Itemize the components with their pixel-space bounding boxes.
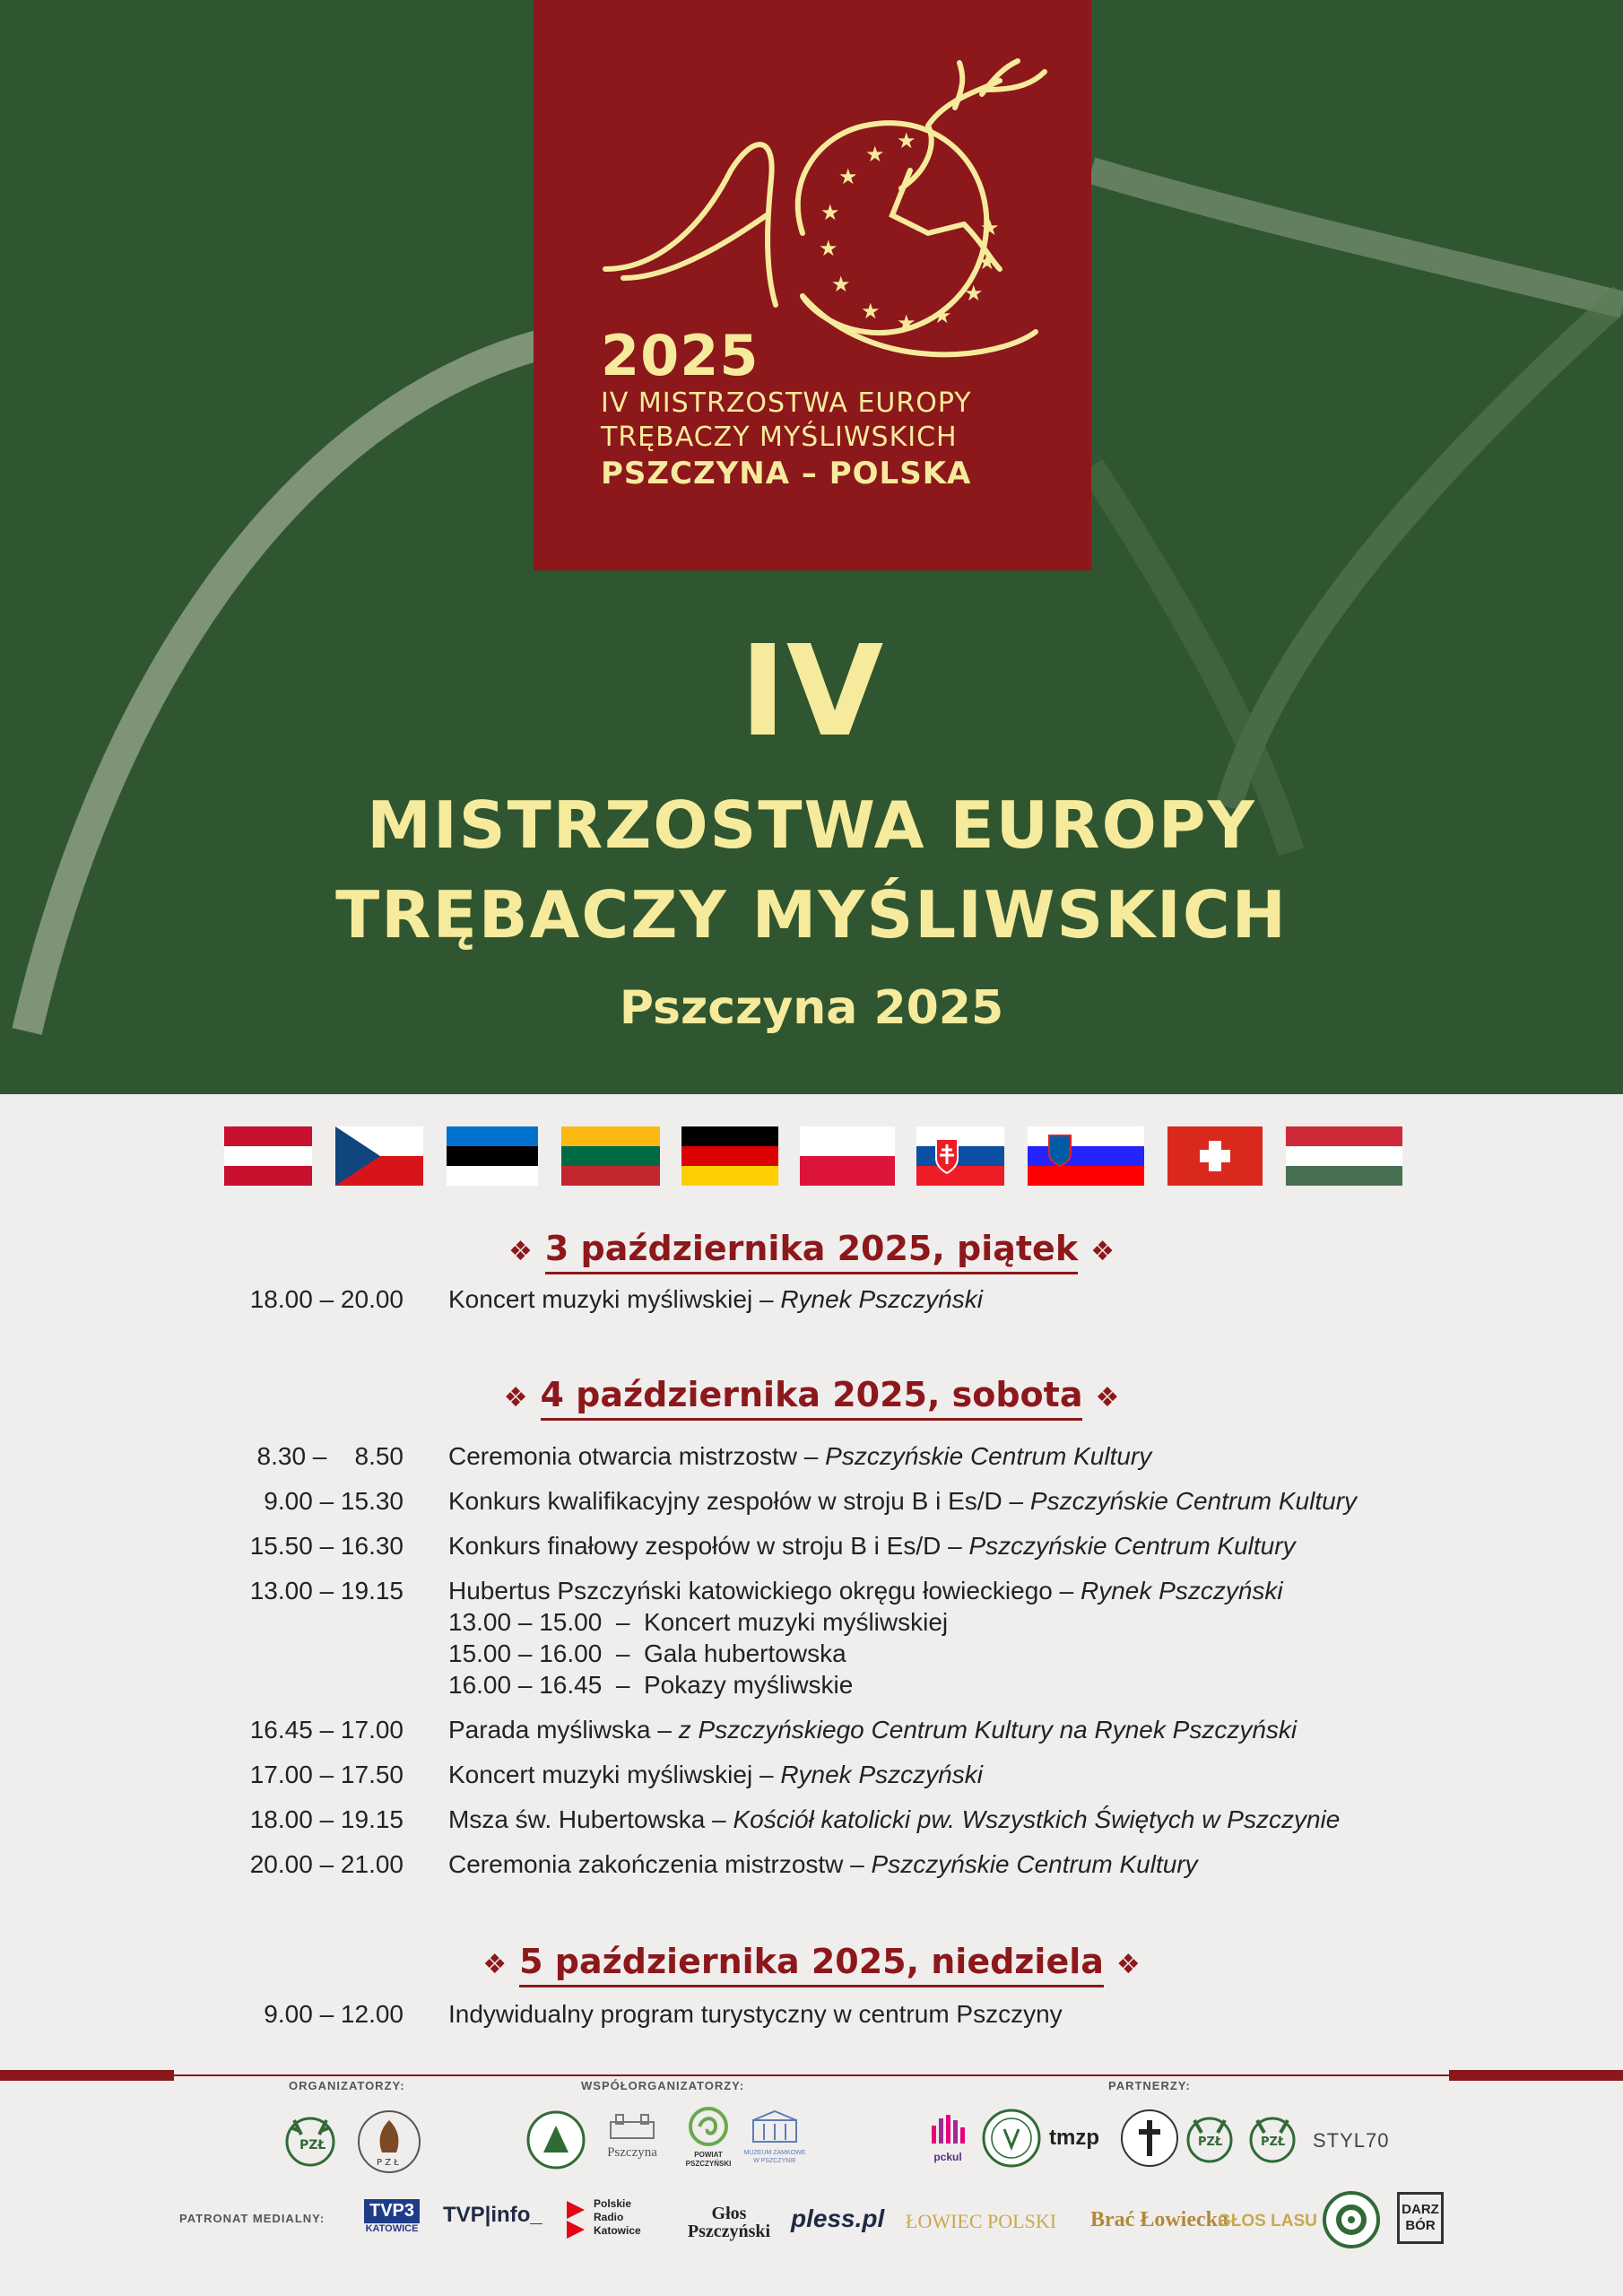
pszczyna-text: Pszczyna bbox=[607, 2145, 657, 2160]
event-name: Koncert muzyki myśliwskiej bbox=[448, 1761, 753, 1788]
radio-text-line3: Katowice bbox=[594, 2224, 641, 2237]
tmzp-logo bbox=[1049, 2126, 1099, 2151]
event-sep: – bbox=[752, 1761, 781, 1788]
hubertus-sub-item: 16.00 – 16.45 – Pokazy myśliwskie bbox=[448, 1671, 854, 1699]
svg-text:PZŁ: PZŁ bbox=[1198, 2135, 1223, 2149]
pckul-text: pckul bbox=[933, 2151, 962, 2163]
day2-title: 4 października 2025, sobota bbox=[541, 1375, 1083, 1421]
event-name: Indywidualny program turystyczny w centrum Pszczyny bbox=[448, 2000, 1063, 2028]
event-place: z Pszczyńskiego Centrum Kultury na Rynek Pszczyński bbox=[678, 1716, 1298, 1744]
event-place: Pszczyńskie Centrum Kultury bbox=[871, 1850, 1198, 1878]
flag-lithuania bbox=[561, 1126, 660, 1186]
event-name: Ceremonia zakończenia mistrzostw bbox=[448, 1850, 844, 1878]
event-time: 9.00 – 15.30 bbox=[264, 1487, 404, 1515]
darz-bor-logo bbox=[1397, 2192, 1444, 2244]
partners-label: PARTNERZY: bbox=[1108, 2079, 1191, 2092]
event-sep: – bbox=[843, 1850, 872, 1878]
logo-line2: TRĘBACZY MYŚLIWSKICH bbox=[601, 422, 958, 453]
event-place: Pszczyńskie Centrum Kultury bbox=[1029, 1487, 1358, 1515]
svg-text:★: ★ bbox=[819, 236, 838, 261]
pzl-region-logo-icon bbox=[1245, 2108, 1300, 2174]
header-banner bbox=[0, 0, 1623, 1094]
media-label: PATRONAT MEDIALNY: bbox=[179, 2212, 325, 2225]
svg-text:PZŁ: PZŁ bbox=[299, 2138, 326, 2152]
flag-austria bbox=[224, 1126, 312, 1186]
radio-text-line2: Radio bbox=[594, 2211, 624, 2223]
tvp3-katowice-text: KATOWICE bbox=[365, 2223, 419, 2234]
svg-text:★: ★ bbox=[933, 303, 952, 328]
event-time: 18.00 – 19.15 bbox=[249, 1805, 404, 1833]
glos-lasu-logo: GŁOS LASU bbox=[1218, 2212, 1317, 2231]
diamond-ornament-icon: ❖ bbox=[482, 1949, 508, 1980]
event-place: Rynek Pszczyński bbox=[1081, 1577, 1283, 1605]
logo-line1: IV MISTRZOSTWA EUROPY bbox=[601, 387, 972, 419]
pszczyna-city-logo bbox=[601, 2109, 664, 2161]
diamond-ornament-icon: ❖ bbox=[1090, 1236, 1115, 1267]
tvp3-text: TVP3 bbox=[364, 2199, 420, 2223]
darz-bor-text: DARZ BÓR bbox=[1402, 2202, 1439, 2233]
svg-text:★: ★ bbox=[977, 249, 997, 274]
radio-mark-icon bbox=[563, 2197, 588, 2240]
day3-heading bbox=[0, 1944, 1623, 1979]
flag-germany bbox=[681, 1126, 778, 1186]
logo-line3: PSZCZYNA – POLSKA bbox=[601, 456, 972, 491]
radio-text-line1: Polskie bbox=[594, 2197, 632, 2210]
tvpinfo-logo: TVP|info_ bbox=[443, 2203, 542, 2227]
event-place: Pszczyńskie Centrum Kultury bbox=[968, 1532, 1296, 1560]
event-desc bbox=[448, 1486, 1357, 1517]
event-time: 9.00 – 12.00 bbox=[264, 2000, 404, 2028]
event-sep: – bbox=[752, 1285, 781, 1313]
powiat-text: POWIAT PSZCZYŃSKI bbox=[685, 2151, 732, 2168]
event-desc bbox=[448, 1576, 1283, 1606]
tmzp-text: tmzp bbox=[1049, 2126, 1099, 2150]
flag-switzerland bbox=[1167, 1126, 1263, 1186]
event-desc bbox=[448, 1715, 1297, 1745]
event-desc bbox=[448, 1531, 1296, 1561]
event-time: 8.30 – 8.50 bbox=[256, 1442, 404, 1470]
footer-line-right bbox=[1449, 2070, 1623, 2081]
event-desc bbox=[448, 1999, 1063, 2030]
hubertus-sub-item: 13.00 – 15.00 – Koncert muzyki myśliwskiej bbox=[448, 1608, 949, 1636]
state-forests-logo-icon bbox=[525, 2109, 586, 2174]
event-time: 13.00 – 19.15 bbox=[249, 1577, 404, 1605]
parish-cross-logo-icon bbox=[1119, 2108, 1180, 2172]
museum-text: MUZEUM ZAMKOWE W PSZCZYNIE bbox=[743, 2150, 806, 2164]
day1-heading bbox=[0, 1229, 1623, 1268]
event-sep: – bbox=[941, 1532, 969, 1560]
footer-thin-line bbox=[174, 2074, 1449, 2076]
svg-text:★: ★ bbox=[861, 299, 881, 324]
svg-text:★: ★ bbox=[897, 128, 916, 153]
event-time: 15.50 – 16.30 bbox=[249, 1532, 404, 1560]
event-name: Parada myśliwska bbox=[448, 1716, 651, 1744]
svg-text:★: ★ bbox=[897, 310, 916, 335]
diamond-ornament-icon: ❖ bbox=[1095, 1382, 1120, 1413]
pzl-antlers-logo-icon bbox=[282, 2108, 339, 2176]
svg-text:★: ★ bbox=[964, 281, 984, 306]
hunters-club-logo-icon bbox=[355, 2108, 423, 2179]
svg-text:PZŁ: PZŁ bbox=[1261, 2135, 1286, 2149]
event-name: Konkurs finałowy zespołów w stroju B i Es/D bbox=[448, 1532, 942, 1560]
event-desc bbox=[448, 1441, 1151, 1472]
event-time: 20.00 – 21.00 bbox=[249, 1850, 404, 1878]
event-time: 17.00 – 17.50 bbox=[249, 1761, 404, 1788]
event-name: Koncert muzyki myśliwskiej bbox=[448, 1285, 753, 1313]
event-time: 18.00 – 20.00 bbox=[249, 1285, 404, 1313]
event-desc bbox=[448, 1805, 1340, 1835]
country-flags bbox=[0, 1126, 1623, 1186]
pless-logo: pless.pl bbox=[791, 2205, 885, 2232]
event-sep: – bbox=[1002, 1487, 1030, 1515]
event-name: Msza św. Hubertowska bbox=[448, 1805, 706, 1833]
coorganizers-label: WSPÓŁORGANIZATORZY: bbox=[581, 2079, 745, 2092]
brac-lowiecka-logo: Brać Łowiecka bbox=[1090, 2208, 1228, 2231]
diamond-ornament-icon: ❖ bbox=[503, 1382, 528, 1413]
pckul-logo bbox=[927, 2113, 968, 2163]
svg-text:★: ★ bbox=[831, 272, 851, 297]
event-name: Hubertus Pszczyński katowickiego okręgu łowieckiego bbox=[448, 1577, 1053, 1605]
flag-hungary bbox=[1286, 1126, 1402, 1186]
event-sep: – bbox=[797, 1442, 826, 1470]
event-time: 16.45 – 17.00 bbox=[249, 1716, 404, 1744]
museum-castle-icon bbox=[750, 2109, 800, 2145]
powiat-logo bbox=[676, 2106, 741, 2169]
svg-text:P Z Ł: P Z Ł bbox=[377, 2158, 399, 2168]
edition-numeral: IV bbox=[739, 619, 884, 765]
radio-text bbox=[594, 2197, 641, 2238]
event-desc bbox=[448, 1284, 983, 1315]
svg-text:★: ★ bbox=[820, 200, 840, 225]
day2-heading bbox=[0, 1375, 1623, 1414]
flag-estonia bbox=[447, 1126, 538, 1186]
styl70-logo bbox=[1313, 2129, 1390, 2152]
event-place: Rynek Pszczyński bbox=[780, 1761, 983, 1788]
glos-pszczynski-logo: Głos Pszczyński bbox=[687, 2204, 771, 2241]
powiat-swirl-icon bbox=[686, 2106, 731, 2147]
logo-year: 2025 bbox=[601, 323, 759, 388]
equalizer-icon bbox=[930, 2113, 966, 2147]
event-name: Konkurs kwalifikacyjny zespołów w stroju B i Es/D bbox=[448, 1487, 1002, 1515]
event-sep: – bbox=[1052, 1577, 1081, 1605]
svg-text:★: ★ bbox=[980, 215, 1000, 240]
hunting-seal-logo-icon bbox=[1322, 2190, 1381, 2253]
svg-text:★: ★ bbox=[865, 142, 885, 167]
event-place: Kościół katolicki pw. Wszystkich Świętych w Pszczynie bbox=[733, 1805, 1341, 1833]
flag-slovenia bbox=[1028, 1126, 1144, 1186]
day3-title: 5 października 2025, niedziela bbox=[519, 1942, 1104, 1987]
event-logo-box bbox=[534, 0, 1091, 570]
diamond-ornament-icon: ❖ bbox=[508, 1236, 533, 1267]
event-desc bbox=[448, 1760, 983, 1790]
green-seal-logo-icon bbox=[981, 2108, 1042, 2172]
flag-poland bbox=[800, 1126, 895, 1186]
day1-title: 3 października 2025, piątek bbox=[545, 1229, 1078, 1274]
pzl-katowice-logo-icon bbox=[1182, 2108, 1237, 2174]
svg-text:★: ★ bbox=[838, 164, 858, 189]
title-line2: TRĘBACZY MYŚLIWSKICH bbox=[335, 877, 1288, 952]
flag-slovakia bbox=[916, 1126, 1004, 1186]
museum-logo bbox=[741, 2109, 809, 2165]
diamond-ornament-icon: ❖ bbox=[1115, 1949, 1141, 1980]
event-sep: – bbox=[705, 1805, 733, 1833]
event-sep: – bbox=[650, 1716, 679, 1744]
tvp3-logo bbox=[360, 2199, 423, 2234]
castle-icon bbox=[605, 2109, 659, 2142]
lowiec-polski-logo: ŁOWIEC POLSKI bbox=[906, 2210, 1057, 2232]
event-name: Ceremonia otwarcia mistrzostw bbox=[448, 1442, 797, 1470]
styl70-text: STYL70 bbox=[1313, 2129, 1390, 2152]
footer-line-left bbox=[0, 2070, 174, 2081]
event-place: Pszczyńskie Centrum Kultury bbox=[825, 1442, 1152, 1470]
hubertus-sub-item: 15.00 – 16.00 – Gala hubertowska bbox=[448, 1639, 846, 1667]
event-place: Rynek Pszczyński bbox=[780, 1285, 983, 1313]
subtitle: Pszczyna 2025 bbox=[619, 981, 1004, 1035]
flag-czech-republic bbox=[335, 1126, 423, 1186]
organizers-label: ORGANIZATORZY: bbox=[289, 2079, 405, 2092]
event-desc bbox=[448, 1849, 1198, 1880]
title-line1: MISTRZOSTWA EUROPY bbox=[367, 787, 1256, 863]
